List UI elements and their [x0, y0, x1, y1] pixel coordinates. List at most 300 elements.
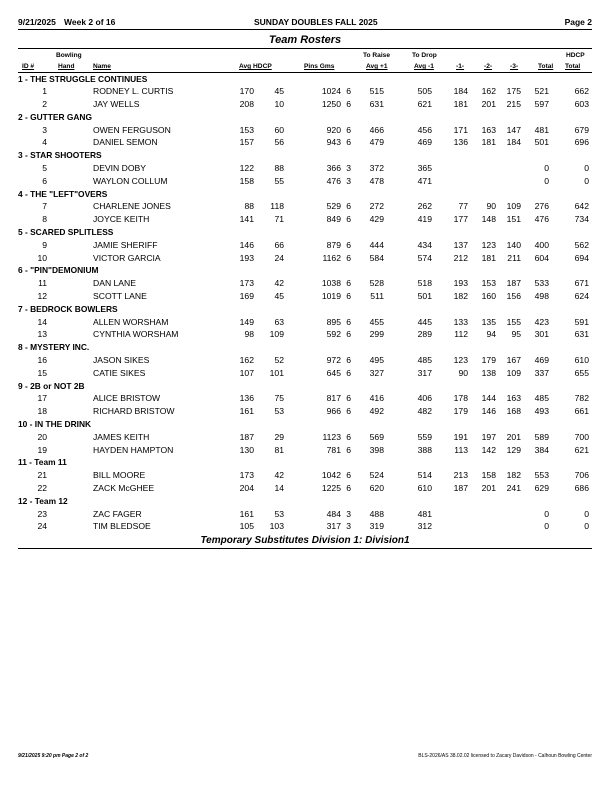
cell-htot: 562 [574, 239, 589, 250]
cell-raise: 479 [369, 137, 384, 148]
cell-pins: 645 [326, 367, 341, 378]
cell-name: RODNEY L. CURTIS [93, 86, 174, 97]
page-header [18, 17, 592, 30]
cell-drop: 610 [417, 483, 432, 493]
cell-raise: 515 [369, 86, 384, 97]
page-title: Team Rosters [268, 34, 342, 46]
cell-raise: 478 [369, 175, 384, 186]
cell-id: 1 [42, 86, 47, 97]
column-headers [18, 52, 592, 72]
cell-total: 498 [534, 291, 549, 302]
cell-g2: 163 [481, 124, 496, 135]
cell-name: DAN LANE [93, 278, 136, 289]
cell-avg: 149 [239, 316, 254, 327]
cell-name: VICTOR GARCIA [93, 252, 161, 263]
cell-raise: 511 [370, 291, 384, 302]
cell-avg: 169 [239, 291, 254, 302]
cell-gms: 6 [346, 137, 351, 148]
cell-name: CATIE SIKES [93, 367, 146, 378]
cell-g1: 213 [453, 470, 468, 481]
cell-hdcp: 118 [270, 201, 284, 212]
cell-pins: 1123 [322, 431, 341, 442]
cell-id: 9 [42, 239, 47, 250]
cell-gms: 6 [346, 124, 351, 135]
cell-g1: 178 [453, 393, 468, 404]
team-name: 3 - STAR SHOOTERS [18, 150, 102, 161]
cell-name: OWEN FERGUSON [93, 124, 171, 135]
cell-g3: 187 [506, 278, 521, 289]
cell-gms: 6 [346, 239, 351, 250]
cell-hdcp: 63 [274, 316, 284, 327]
cell-g3: 184 [506, 137, 521, 148]
cell-avg: 130 [239, 444, 254, 455]
cell-id: 2 [42, 99, 47, 110]
cell-g2: 135 [481, 316, 496, 327]
cell-drop: 485 [417, 355, 432, 366]
cell-htot: 603 [574, 99, 589, 110]
cell-name: ALLEN WORSHAM [93, 316, 169, 327]
cell-pins: 484 [326, 508, 341, 519]
cell-g1: 123 [453, 355, 468, 366]
cell-avg: 141 [239, 214, 254, 225]
cell-avg: 98 [244, 329, 254, 340]
cell-drop: 481 [417, 508, 432, 519]
cell-raise: 272 [369, 201, 384, 212]
table-row [18, 85, 592, 98]
cell-name: JASON SIKES [93, 355, 150, 366]
team-name: 11 - Team 11 [18, 457, 67, 468]
cell-gms: 6 [346, 214, 351, 225]
team-header-row [18, 341, 592, 354]
cell-pins: 1038 [321, 278, 341, 289]
col-avg-hdcp: Avg HDCP [239, 63, 272, 70]
cell-avg: 107 [239, 367, 254, 378]
cell-id: 17 [37, 393, 47, 404]
cell-g3: 175 [506, 86, 521, 97]
header-league: SUNDAY DOUBLES FALL 2025 [254, 17, 378, 27]
cell-total: 0 [544, 175, 549, 186]
cell-hdcp: 103 [269, 521, 284, 532]
cell-gms: 3 [346, 508, 351, 519]
cell-id: 8 [42, 214, 47, 225]
cell-hdcp: 45 [274, 291, 284, 302]
cell-drop: 289 [417, 329, 432, 340]
cell-g2: 181 [481, 137, 496, 148]
cell-id: 5 [42, 163, 47, 174]
cell-name: CYNTHIA WORSHAM [93, 329, 179, 340]
cell-g3: 151 [506, 214, 521, 225]
cell-hdcp: 10 [274, 99, 284, 110]
cell-hdcp: 56 [274, 137, 284, 148]
cell-drop: 406 [417, 393, 432, 404]
cell-htot: 642 [574, 201, 589, 212]
cell-drop: 434 [417, 239, 432, 250]
team-name: 8 - MYSTERY INC. [18, 342, 90, 353]
team-name: 12 - Team 12 [18, 495, 68, 506]
cell-g3: 241 [506, 483, 521, 493]
col-name: Name [93, 63, 111, 70]
cell-hdcp: 53 [274, 406, 284, 417]
cell-gms: 3 [346, 163, 351, 174]
table-row [18, 520, 592, 533]
cell-name: DANIEL SEMON [93, 137, 158, 148]
col-to-drop: To Drop [412, 52, 437, 59]
cell-drop: 514 [417, 470, 432, 481]
cell-drop: 482 [417, 406, 432, 417]
cell-htot: 0 [584, 175, 589, 186]
team-header-row [18, 302, 592, 315]
team-header-row [18, 187, 592, 200]
cell-pins: 592 [326, 329, 341, 340]
cell-id: 7 [42, 201, 47, 212]
cell-avg: 146 [239, 239, 254, 250]
cell-g2: 148 [481, 214, 496, 225]
cell-id: 18 [37, 406, 47, 417]
cell-id: 4 [42, 137, 47, 148]
cell-g3: 215 [506, 99, 521, 110]
cell-pins: 1019 [321, 291, 341, 302]
col-to-raise: To Raise [363, 52, 390, 59]
cell-avg: 157 [239, 137, 254, 148]
cell-pins: 1250 [321, 99, 341, 110]
cell-htot: 686 [574, 483, 589, 493]
cell-hdcp: 45 [274, 86, 284, 97]
cell-total: 337 [534, 367, 549, 378]
cell-g3: 167 [506, 355, 521, 366]
table-row [18, 251, 592, 264]
cell-total: 604 [534, 252, 549, 263]
cell-name: JAMES KEITH [93, 431, 150, 442]
cell-g1: 171 [453, 124, 468, 135]
col-hdcp: HDCP [566, 52, 585, 59]
cell-g1: 90 [458, 367, 468, 378]
title-divider [18, 48, 592, 49]
cell-raise: 429 [369, 214, 384, 225]
table-row [18, 290, 592, 303]
cell-total: 423 [534, 316, 549, 327]
team-header-row [18, 494, 592, 507]
table-row [18, 392, 592, 405]
cell-g1: 113 [454, 444, 468, 455]
cell-g2: 94 [486, 329, 496, 340]
cell-id: 14 [37, 316, 47, 327]
cell-g2: 162 [481, 86, 496, 97]
footer-left: 9/21/2025 9:20 pm Page 2 of 2 [18, 753, 89, 759]
cell-g2: 146 [481, 406, 496, 417]
cell-id: 15 [37, 367, 47, 378]
cell-pins: 817 [326, 393, 341, 404]
cell-g3: 182 [506, 470, 521, 481]
cell-total: 521 [534, 86, 549, 97]
cell-htot: 700 [574, 431, 589, 442]
cell-g2: 144 [481, 393, 496, 404]
cell-drop: 518 [417, 278, 432, 289]
cell-hdcp: 66 [274, 239, 284, 250]
cell-g1: 137 [453, 239, 468, 250]
cell-g1: 187 [453, 483, 468, 493]
cell-g2: 201 [481, 483, 496, 493]
cell-name: BILL MOORE [93, 470, 146, 481]
cell-hdcp: 75 [274, 393, 284, 404]
cell-name: SCOTT LANE [93, 291, 147, 302]
cell-hdcp: 52 [274, 355, 284, 366]
cell-raise: 569 [369, 431, 384, 442]
cell-avg: 187 [239, 431, 254, 442]
team-name: 10 - IN THE DRINK [18, 419, 92, 430]
cell-htot: 694 [574, 252, 589, 263]
cell-htot: 671 [574, 278, 589, 289]
cell-avg: 170 [239, 86, 254, 97]
cell-hdcp: 14 [274, 483, 284, 493]
cell-gms: 6 [346, 252, 351, 263]
cell-g3: 201 [506, 431, 521, 442]
cell-name: DEVIN DOBY [93, 163, 147, 174]
cell-id: 16 [37, 355, 47, 366]
cell-g3: 163 [506, 393, 521, 404]
cell-g2: 201 [481, 99, 496, 110]
cell-avg: 88 [244, 201, 254, 212]
cell-gms: 6 [346, 291, 351, 302]
cell-htot: 624 [574, 291, 589, 302]
col-total: Total [538, 63, 554, 70]
table-row [18, 238, 592, 251]
cell-id: 23 [37, 508, 47, 519]
col-pins-gms: Pins Gms [304, 63, 335, 70]
cell-id: 11 [38, 278, 47, 289]
cell-drop: 419 [417, 214, 432, 225]
cell-avg: 208 [239, 99, 254, 110]
cell-name: WAYLON COLLUM [93, 175, 168, 186]
table-row [18, 315, 592, 328]
team-name: 5 - SCARED SPLITLESS [18, 227, 114, 238]
cell-name: ZAC FAGER [93, 508, 142, 519]
cell-g1: 112 [454, 329, 468, 340]
cell-hdcp: 71 [274, 214, 284, 225]
cell-g2: 160 [481, 291, 496, 302]
cell-g2: 158 [481, 470, 496, 481]
cell-name: JOYCE KEITH [93, 214, 150, 225]
col-game-2: -2- [484, 63, 493, 70]
table-row [18, 174, 592, 187]
cell-gms: 6 [346, 278, 351, 289]
cell-name: ALICE BRISTOW [93, 393, 161, 404]
cell-g3: 109 [506, 367, 521, 378]
cell-drop: 312 [417, 521, 432, 532]
table-row [18, 213, 592, 226]
cell-raise: 528 [369, 278, 384, 289]
col-id: ID # [22, 63, 35, 70]
cell-total: 501 [534, 137, 549, 148]
cell-avg: 136 [239, 393, 254, 404]
cell-drop: 388 [417, 444, 432, 455]
cell-gms: 6 [346, 470, 351, 481]
cell-name: RICHARD BRISTOW [93, 406, 175, 417]
cell-hdcp: 81 [274, 444, 284, 455]
cell-drop: 317 [417, 367, 432, 378]
cell-htot: 734 [574, 214, 589, 225]
cell-drop: 456 [417, 124, 432, 135]
cell-g3: 140 [506, 239, 521, 250]
table-row [18, 443, 592, 456]
cell-drop: 445 [417, 316, 432, 327]
cell-htot: 655 [574, 367, 589, 378]
cell-htot: 621 [574, 444, 589, 455]
cell-raise: 524 [369, 470, 384, 481]
cell-hdcp: 109 [269, 329, 284, 340]
cell-total: 476 [534, 214, 549, 225]
cell-total: 493 [534, 406, 549, 417]
cell-total: 589 [534, 431, 549, 442]
cell-pins: 920 [326, 124, 341, 135]
cell-pins: 476 [326, 175, 341, 186]
cell-raise: 492 [369, 406, 384, 417]
cell-gms: 6 [346, 406, 351, 417]
cell-gms: 6 [346, 367, 351, 378]
cell-drop: 365 [417, 163, 432, 174]
cell-g2: 138 [481, 367, 496, 378]
cell-g1: 133 [453, 316, 468, 327]
cell-total: 0 [544, 163, 549, 174]
cell-htot: 0 [584, 521, 589, 532]
cell-gms: 6 [346, 201, 351, 212]
cell-raise: 444 [369, 239, 384, 250]
cell-hdcp: 53 [274, 508, 284, 519]
cell-id: 22 [37, 483, 47, 493]
table-row [18, 354, 592, 367]
cell-total: 301 [534, 329, 549, 340]
table-row [18, 482, 592, 495]
cell-name: HAYDEN HAMPTON [93, 444, 174, 455]
cell-g2: 90 [486, 201, 496, 212]
cell-htot: 696 [574, 137, 589, 148]
cell-raise: 398 [369, 444, 384, 455]
cell-g3: 156 [506, 291, 521, 302]
cell-g2: 123 [481, 239, 496, 250]
team-name: 7 - BEDROCK BOWLERS [18, 303, 118, 314]
cell-g1: 181 [453, 99, 468, 110]
cell-pins: 781 [326, 444, 341, 455]
cell-pins: 366 [326, 163, 341, 174]
cell-htot: 782 [574, 393, 589, 404]
cell-raise: 488 [369, 508, 384, 519]
cell-g1: 77 [458, 201, 468, 212]
cell-g2: 197 [481, 431, 496, 442]
team-header-row [18, 379, 592, 392]
cell-g3: 129 [506, 444, 521, 455]
team-header-row [18, 456, 592, 469]
cell-total: 597 [534, 99, 549, 110]
cell-raise: 299 [369, 329, 384, 340]
cell-pins: 529 [326, 201, 341, 212]
cell-g3: 147 [506, 124, 521, 135]
team-header-row [18, 418, 592, 431]
table-row [18, 136, 592, 149]
cell-drop: 469 [417, 137, 432, 148]
cell-name: JAMIE SHERIFF [93, 239, 158, 250]
col-game-1: -1- [456, 63, 465, 70]
team-name: 6 - "PIN"DEMONIUM [18, 265, 99, 276]
cell-id: 20 [37, 431, 47, 442]
cell-hdcp: 88 [274, 163, 284, 174]
cell-gms: 6 [346, 99, 351, 110]
header-page: Page 2 [564, 17, 592, 27]
cell-name: TIM BLEDSOE [93, 521, 151, 532]
cell-id: 6 [42, 175, 47, 186]
cell-avg: 153 [239, 124, 254, 135]
cell-name: ZACK McGHEE [93, 483, 155, 493]
cell-g1: 184 [453, 86, 468, 97]
cell-drop: 501 [417, 291, 432, 302]
team-name: 2 - GUTTER GANG [18, 111, 92, 122]
cell-pins: 1024 [321, 86, 341, 97]
cell-hdcp: 101 [269, 367, 284, 378]
cell-drop: 621 [417, 99, 432, 110]
cell-name: JAY WELLS [93, 99, 140, 110]
cell-raise: 372 [369, 163, 384, 174]
table-row [18, 507, 592, 520]
cell-gms: 6 [346, 483, 351, 493]
table-row [18, 162, 592, 175]
footer-divider [18, 548, 592, 549]
table-row [18, 405, 592, 418]
table-row [18, 469, 592, 482]
cell-raise: 495 [369, 355, 384, 366]
cell-hdcp: 42 [274, 278, 284, 289]
cell-g2: 142 [481, 444, 496, 455]
cell-raise: 466 [369, 124, 384, 135]
cell-avg: 158 [239, 175, 254, 186]
cell-total: 384 [534, 444, 549, 455]
cell-avg: 204 [239, 483, 254, 493]
cell-pins: 1225 [321, 483, 341, 493]
cell-g3: 168 [506, 406, 521, 417]
cell-pins: 895 [326, 316, 341, 327]
cell-htot: 0 [584, 508, 589, 519]
cell-drop: 574 [417, 252, 432, 263]
header-date: 9/21/2025 [18, 17, 56, 27]
cell-total: 400 [534, 239, 549, 250]
cell-g3: 155 [506, 316, 521, 327]
cell-drop: 505 [417, 86, 432, 97]
cell-id: 10 [37, 252, 47, 263]
table-row [18, 328, 592, 341]
cell-gms: 6 [346, 355, 351, 366]
cell-htot: 679 [574, 124, 589, 135]
cell-pins: 317 [326, 521, 341, 532]
cell-hdcp: 29 [274, 431, 284, 442]
team-header-row [18, 264, 592, 277]
cell-total: 485 [534, 393, 549, 404]
cell-total: 533 [534, 278, 549, 289]
cell-drop: 471 [417, 175, 432, 186]
roster-table [18, 72, 592, 533]
table-row [18, 430, 592, 443]
cell-raise: 416 [369, 393, 384, 404]
cell-total: 469 [534, 355, 549, 366]
cell-gms: 6 [346, 329, 351, 340]
cell-g1: 179 [453, 406, 468, 417]
cell-pins: 879 [326, 239, 341, 250]
cell-pins: 849 [326, 214, 341, 225]
cell-htot: 706 [574, 470, 589, 481]
cell-g1: 191 [453, 431, 468, 442]
cell-avg: 162 [239, 355, 254, 366]
cell-drop: 262 [417, 201, 432, 212]
cell-avg: 105 [239, 521, 254, 532]
cell-avg: 122 [239, 163, 254, 174]
cell-avg: 193 [239, 252, 254, 263]
cell-total: 276 [534, 201, 549, 212]
